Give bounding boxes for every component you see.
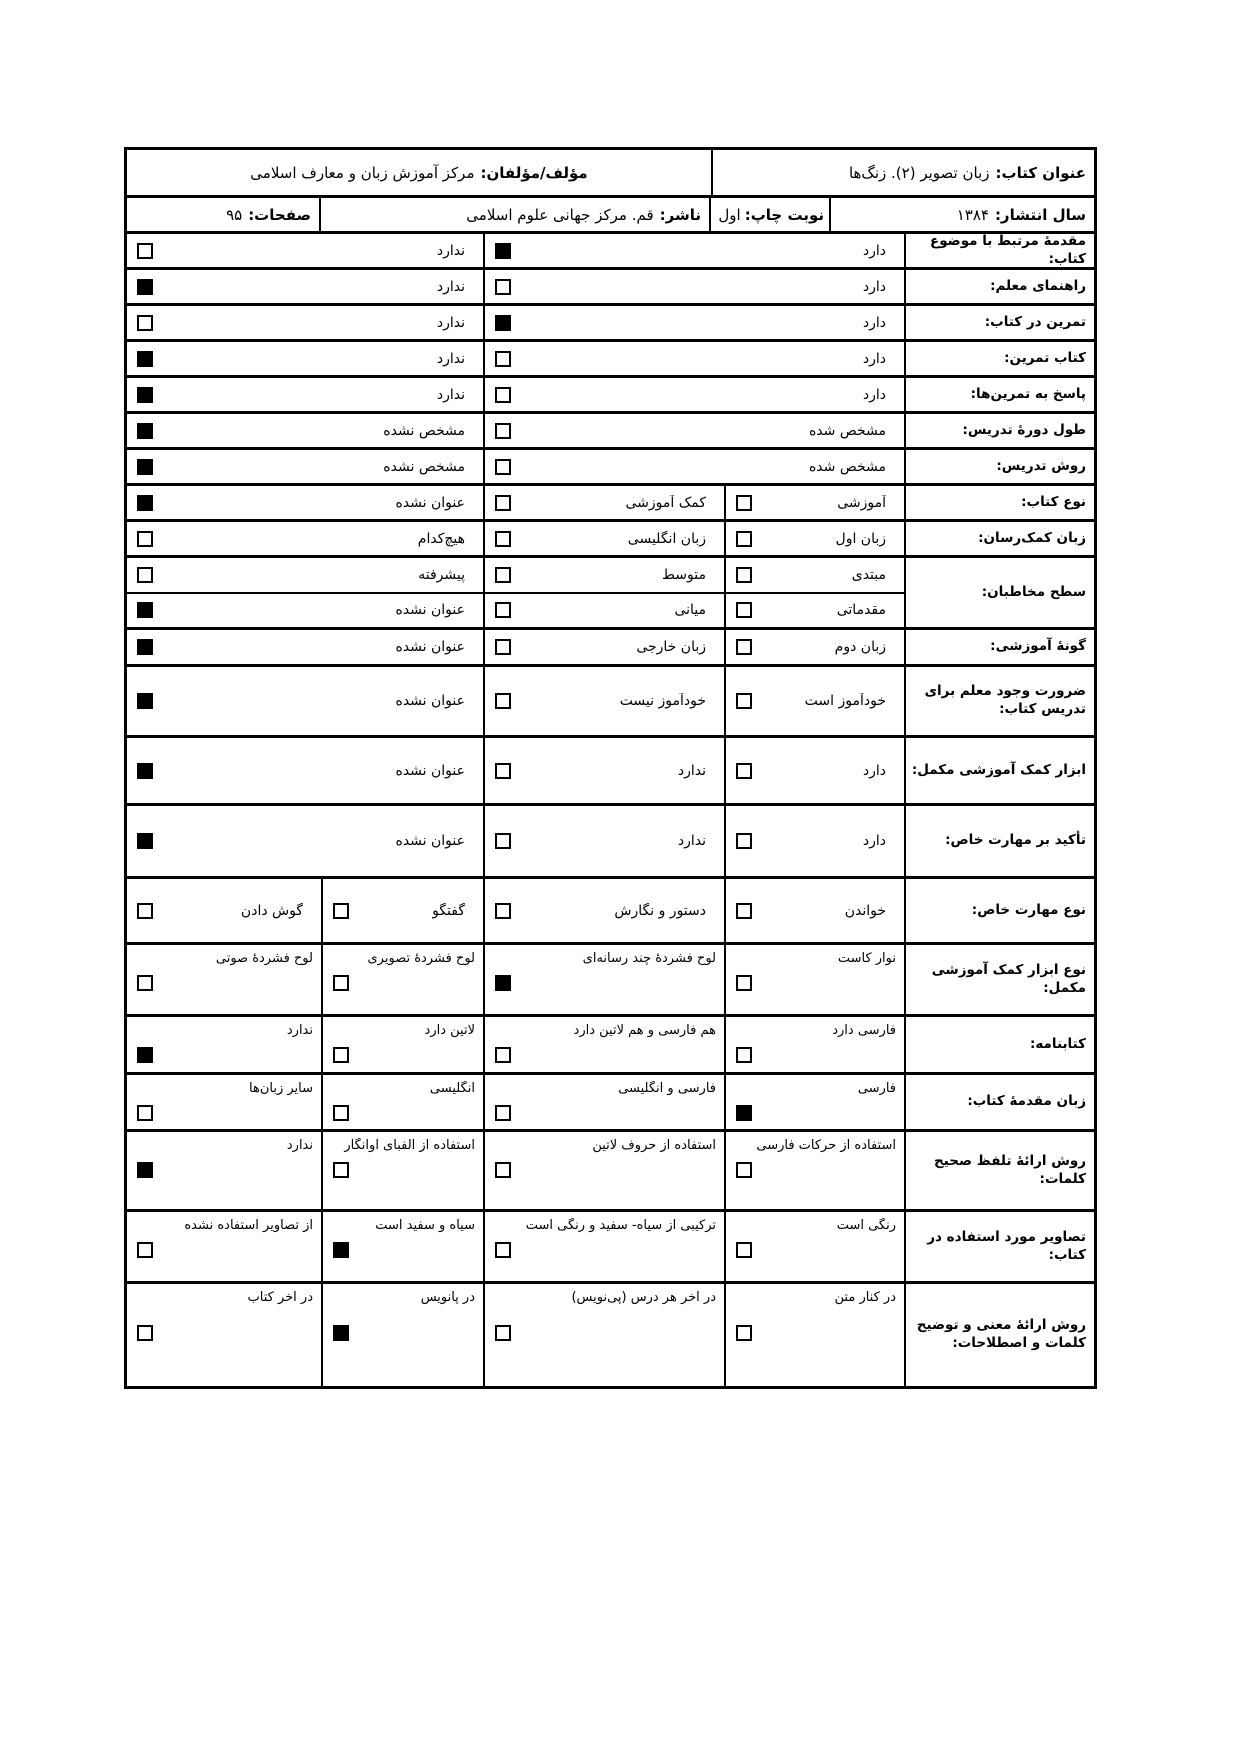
option-label-intro-language-3: سایر زبان‌ها: [249, 1081, 313, 1096]
book-author-value: مرکز آموزش زبان و معارف اسلامی: [250, 163, 475, 182]
option-label-book-type-2: عنوان نشده: [395, 494, 465, 511]
pages-label: صفحات:: [248, 205, 311, 224]
row-label-exercise-answers: پاسخ به تمرین‌ها:: [904, 378, 1094, 411]
option-exercises-in-book-1: [127, 306, 483, 339]
checkbox-teacher-necessity-2[interactable]: [137, 693, 153, 709]
option-label-exercises-in-book-0: دارد: [862, 314, 886, 331]
option-exercise-answers-1: [127, 378, 483, 411]
option-label-aid-tool-type-1: لوح فشردۀ چند رسانه‌ای: [582, 951, 716, 966]
option-teaching-method-0: [483, 450, 904, 483]
option-educational-variety-2: [127, 630, 483, 664]
option-aid-tool-type-2: [321, 945, 483, 1014]
option-label-images-used-1: ترکیبی از سیاه- سفید و رنگی است: [525, 1218, 716, 1233]
option-label-educational-variety-0: زبان دوم: [834, 639, 886, 655]
row-title-author: [127, 150, 1094, 195]
option-label-teaching-method-0: مشخص شده: [808, 458, 886, 475]
checkbox-educational-variety-0[interactable]: [736, 639, 752, 655]
option-label-audience-level-0-2: پیشرفته: [418, 566, 465, 583]
option-audience-level-0-1: [483, 558, 724, 592]
option-label-audience-level-1-2: عنوان نشده: [395, 602, 465, 619]
table-body: [127, 231, 1094, 1386]
option-label-course-duration-0: مشخص شده: [808, 422, 886, 439]
checkbox-special-skill-type-0[interactable]: [736, 903, 752, 919]
checkbox-bibliography-0[interactable]: [736, 1047, 752, 1063]
option-label-intro-related-0: دارد: [862, 242, 886, 259]
option-teacher-guide-0: [483, 270, 904, 303]
option-images-used-2: [321, 1212, 483, 1281]
option-helper-language-2: [127, 522, 483, 555]
option-label-teacher-guide-1: ندارد: [436, 278, 465, 295]
form-table: [124, 147, 1097, 1389]
option-label-aid-tool-type-3: لوح فشردۀ صوتی: [215, 951, 313, 966]
book-title-cell: [711, 150, 1094, 195]
option-images-used-3: [127, 1212, 321, 1281]
option-pronunciation-method-1: [483, 1132, 724, 1209]
checkbox-skill-emphasis-0[interactable]: [736, 833, 752, 849]
row-label-supplementary-aid: ابزار کمک آموزشی مکمل:: [904, 738, 1094, 803]
option-audience-level-1-0: [724, 594, 904, 628]
row-intro-related: [127, 231, 1094, 267]
row-special-skill-type: [127, 876, 1094, 942]
option-label-supplementary-aid-2: عنوان نشده: [395, 762, 465, 779]
option-label-exercise-answers-0: دارد: [862, 386, 886, 403]
option-label-images-used-3: از تصاویر استفاده نشده: [184, 1218, 313, 1233]
book-title-label: عنوان کتاب:: [995, 163, 1086, 182]
checkbox-images-used-3[interactable]: [137, 1242, 153, 1258]
checkbox-teacher-guide-0[interactable]: [495, 279, 511, 295]
option-label-intro-language-2: انگلیسی: [429, 1081, 475, 1096]
option-label-bibliography-3: ندارد: [286, 1023, 313, 1038]
row-label-aid-tool-type: نوع ابزار کمک آموزشی مکمل:: [904, 945, 1094, 1014]
publish-year-label: سال انتشار:: [994, 205, 1086, 224]
option-label-aid-tool-type-2: لوح فشردۀ تصویری: [367, 951, 475, 966]
option-supplementary-aid-1: [483, 738, 724, 803]
checkbox-special-skill-type-3[interactable]: [137, 903, 153, 919]
option-label-pronunciation-method-1: استفاده از حروف لاتین: [592, 1138, 716, 1153]
pages-value: ۹۵: [226, 205, 243, 224]
option-special-skill-type-0: [724, 879, 904, 942]
option-label-teacher-guide-0: دارد: [862, 278, 886, 295]
option-meaning-method-3: [127, 1284, 321, 1386]
publisher-cell: [319, 198, 709, 231]
option-label-teacher-necessity-0: خودآموز است: [804, 693, 886, 709]
option-images-used-0: [724, 1212, 904, 1281]
checkbox-educational-variety-2[interactable]: [137, 639, 153, 655]
option-pronunciation-method-3: [127, 1132, 321, 1209]
option-aid-tool-type-3: [127, 945, 321, 1014]
row-exercise-answers: [127, 375, 1094, 411]
row-label-helper-language: زبان کمک‌رسان:: [904, 522, 1094, 555]
option-special-skill-type-2: [321, 879, 483, 942]
row-skill-emphasis: [127, 803, 1094, 876]
row-label-book-type: نوع کتاب:: [904, 486, 1094, 519]
option-label-audience-level-0-0: مبتدی: [851, 566, 886, 583]
publisher-label: ناشر:: [659, 205, 701, 224]
row-label-images-used: تصاویر مورد استفاده در کتاب:: [904, 1212, 1094, 1281]
book-author-label: مؤلف/مؤلفان:: [480, 163, 588, 182]
option-exercise-book-1: [127, 342, 483, 375]
option-label-pronunciation-method-2: استفاده از الفبای آوانگار: [344, 1138, 475, 1153]
row-images-used: [127, 1209, 1094, 1281]
option-label-teacher-necessity-2: عنوان نشده: [395, 693, 465, 709]
checkbox-book-type-0[interactable]: [736, 495, 752, 511]
row-label-intro-language: زبان مقدمۀ کتاب:: [904, 1075, 1094, 1129]
checkbox-intro-language-3[interactable]: [137, 1105, 153, 1121]
options-audience-level-line-0: [127, 558, 904, 592]
checkbox-helper-language-1[interactable]: [495, 531, 511, 547]
checkbox-aid-tool-type-1[interactable]: [495, 975, 511, 991]
checkbox-bibliography-2[interactable]: [333, 1047, 349, 1063]
option-teacher-necessity-2: [127, 667, 483, 735]
row-label-teaching-method: روش تدریس:: [904, 450, 1094, 483]
option-label-teaching-method-1: مشخص نشده: [383, 458, 465, 475]
checkbox-teacher-guide-1[interactable]: [137, 279, 153, 295]
row-educational-variety: [127, 627, 1094, 664]
row-publication-info: [127, 195, 1094, 231]
option-audience-level-0-0: [724, 558, 904, 592]
option-bibliography-3: [127, 1017, 321, 1072]
row-exercise-book: [127, 339, 1094, 375]
option-label-course-duration-1: مشخص نشده: [383, 422, 465, 439]
checkbox-intro-language-1[interactable]: [495, 1105, 511, 1121]
option-label-special-skill-type-2: گفتگو: [432, 902, 465, 919]
option-skill-emphasis-1: [483, 806, 724, 876]
checkbox-teaching-method-1[interactable]: [137, 459, 153, 475]
checkbox-audience-level-0-2[interactable]: [137, 567, 153, 583]
option-label-bibliography-0: فارسی دارد: [832, 1023, 896, 1038]
option-label-exercise-book-0: دارد: [862, 350, 886, 367]
option-label-special-skill-type-1: دستور و نگارش: [614, 902, 706, 919]
option-label-audience-level-0-1: متوسط: [662, 566, 706, 583]
option-special-skill-type-1: [483, 879, 724, 942]
option-label-intro-language-0: فارسی: [857, 1081, 896, 1096]
option-audience-level-1-1: [483, 594, 724, 628]
checkbox-intro-related-0[interactable]: [495, 243, 511, 259]
option-intro-language-2: [321, 1075, 483, 1129]
checkbox-intro-language-0[interactable]: [736, 1105, 752, 1121]
checkbox-audience-level-1-2[interactable]: [137, 602, 153, 618]
pages-cell: [127, 198, 319, 231]
checkbox-teaching-method-0[interactable]: [495, 459, 511, 475]
option-label-pronunciation-method-0: استفاده از حرکات فارسی: [756, 1138, 896, 1153]
checkbox-exercise-book-0[interactable]: [495, 351, 511, 367]
row-label-course-duration: طول دورۀ تدریس:: [904, 414, 1094, 447]
row-label-exercises-in-book: تمرین در کتاب:: [904, 306, 1094, 339]
row-intro-language: [127, 1072, 1094, 1129]
option-supplementary-aid-0: [724, 738, 904, 803]
option-intro-language-0: [724, 1075, 904, 1129]
option-label-supplementary-aid-0: دارد: [862, 762, 886, 779]
checkbox-pronunciation-method-3[interactable]: [137, 1162, 153, 1178]
checkbox-aid-tool-type-3[interactable]: [137, 975, 153, 991]
checkbox-images-used-1[interactable]: [495, 1242, 511, 1258]
option-helper-language-1: [483, 522, 724, 555]
option-pronunciation-method-2: [321, 1132, 483, 1209]
option-intro-related-1: [127, 234, 483, 267]
checkbox-teacher-necessity-0[interactable]: [736, 693, 752, 709]
checkbox-audience-level-1-1[interactable]: [495, 602, 511, 618]
checkbox-pronunciation-method-1[interactable]: [495, 1162, 511, 1178]
row-label-bibliography: کتابنامه:: [904, 1017, 1094, 1072]
checkbox-exercise-book-1[interactable]: [137, 351, 153, 367]
checkbox-audience-level-0-1[interactable]: [495, 567, 511, 583]
option-label-educational-variety-1: زبان خارجی: [636, 639, 706, 655]
option-label-meaning-method-2: در پانویس: [420, 1290, 475, 1305]
option-book-type-0: [724, 486, 904, 519]
checkbox-educational-variety-1[interactable]: [495, 639, 511, 655]
option-supplementary-aid-2: [127, 738, 483, 803]
checkbox-supplementary-aid-2[interactable]: [137, 763, 153, 779]
option-book-type-1: [483, 486, 724, 519]
option-bibliography-0: [724, 1017, 904, 1072]
option-label-audience-level-1-0: مقدماتی: [836, 602, 886, 619]
option-exercises-in-book-0: [483, 306, 904, 339]
checkbox-aid-tool-type-2[interactable]: [333, 975, 349, 991]
checkbox-exercises-in-book-0[interactable]: [495, 315, 511, 331]
option-label-exercises-in-book-1: ندارد: [436, 314, 465, 331]
publish-year-value: ۱۳۸۴: [956, 205, 989, 224]
option-label-helper-language-0: زبان اول: [835, 530, 886, 547]
option-meaning-method-2: [321, 1284, 483, 1386]
option-label-special-skill-type-0: خواندن: [844, 902, 886, 919]
option-aid-tool-type-1: [483, 945, 724, 1014]
option-meaning-method-0: [724, 1284, 904, 1386]
checkbox-audience-level-1-0[interactable]: [736, 602, 752, 618]
option-label-skill-emphasis-0: دارد: [862, 833, 886, 849]
checkbox-skill-emphasis-2[interactable]: [137, 833, 153, 849]
option-educational-variety-1: [483, 630, 724, 664]
option-teaching-method-1: [127, 450, 483, 483]
option-label-pronunciation-method-3: ندارد: [286, 1138, 313, 1153]
checkbox-pronunciation-method-0[interactable]: [736, 1162, 752, 1178]
option-skill-emphasis-0: [724, 806, 904, 876]
option-label-images-used-0: رنگی است: [836, 1218, 896, 1233]
option-bibliography-2: [321, 1017, 483, 1072]
book-author-cell: [127, 150, 711, 195]
option-label-exercise-answers-1: ندارد: [436, 386, 465, 403]
options-audience-level: [127, 558, 904, 627]
row-teaching-method: [127, 447, 1094, 483]
checkbox-aid-tool-type-0[interactable]: [736, 975, 752, 991]
option-label-aid-tool-type-0: نوار کاست: [837, 951, 896, 966]
checkbox-meaning-method-1[interactable]: [495, 1325, 511, 1341]
row-aid-tool-type: [127, 942, 1094, 1014]
row-audience-level: [127, 555, 1094, 627]
checkbox-helper-language-0[interactable]: [736, 531, 752, 547]
row-meaning-method: [127, 1281, 1094, 1386]
checkbox-skill-emphasis-1[interactable]: [495, 833, 511, 849]
checkbox-special-skill-type-1[interactable]: [495, 903, 511, 919]
checkbox-special-skill-type-2[interactable]: [333, 903, 349, 919]
option-label-meaning-method-0: در کنار متن: [834, 1290, 896, 1305]
option-label-images-used-2: سیاه و سفید است: [375, 1218, 475, 1233]
option-label-helper-language-2: هیچ‌کدام: [417, 530, 465, 547]
checkbox-course-duration-0[interactable]: [495, 423, 511, 439]
row-pronunciation-method: [127, 1129, 1094, 1209]
option-label-intro-related-1: ندارد: [436, 242, 465, 259]
option-teacher-necessity-0: [724, 667, 904, 735]
option-label-book-type-0: آموزشی: [837, 494, 886, 511]
option-book-type-2: [127, 486, 483, 519]
checkbox-meaning-method-0[interactable]: [736, 1325, 752, 1341]
checkbox-meaning-method-2[interactable]: [333, 1325, 349, 1341]
option-exercise-book-0: [483, 342, 904, 375]
checkbox-book-type-2[interactable]: [137, 495, 153, 511]
option-audience-level-0-2: [127, 558, 483, 592]
option-aid-tool-type-0: [724, 945, 904, 1014]
option-skill-emphasis-2: [127, 806, 483, 876]
checkbox-audience-level-0-0[interactable]: [736, 567, 752, 583]
row-teacher-guide: [127, 267, 1094, 303]
publisher-value: قم. مرکز جهانی علوم اسلامی: [466, 205, 654, 224]
row-exercises-in-book: [127, 303, 1094, 339]
option-images-used-1: [483, 1212, 724, 1281]
checkbox-intro-related-1[interactable]: [137, 243, 153, 259]
checkbox-intro-language-2[interactable]: [333, 1105, 349, 1121]
checkbox-bibliography-1[interactable]: [495, 1047, 511, 1063]
checkbox-helper-language-2[interactable]: [137, 531, 153, 547]
row-book-type: [127, 483, 1094, 519]
option-course-duration-0: [483, 414, 904, 447]
row-supplementary-aid: [127, 735, 1094, 803]
checkbox-exercise-answers-0[interactable]: [495, 387, 511, 403]
checkbox-course-duration-1[interactable]: [137, 423, 153, 439]
checkbox-bibliography-3[interactable]: [137, 1047, 153, 1063]
option-intro-language-3: [127, 1075, 321, 1129]
option-intro-related-0: [483, 234, 904, 267]
option-label-teacher-necessity-1: خودآموز نیست: [619, 693, 706, 709]
option-educational-variety-0: [724, 630, 904, 664]
option-course-duration-1: [127, 414, 483, 447]
option-label-supplementary-aid-1: ندارد: [677, 762, 706, 779]
option-label-helper-language-1: زبان انگلیسی: [627, 530, 706, 547]
option-intro-language-1: [483, 1075, 724, 1129]
option-audience-level-1-2: [127, 594, 483, 628]
checkbox-images-used-0[interactable]: [736, 1242, 752, 1258]
option-teacher-necessity-1: [483, 667, 724, 735]
checkbox-supplementary-aid-0[interactable]: [736, 763, 752, 779]
row-teacher-necessity: [127, 664, 1094, 735]
option-label-special-skill-type-3: گوش دادن: [240, 902, 303, 919]
row-bibliography: [127, 1014, 1094, 1072]
option-label-meaning-method-1: در آخر هر درس (پی‌نویس): [571, 1290, 716, 1305]
option-label-intro-language-1: فارسی و انگلیسی: [618, 1081, 716, 1096]
checkbox-pronunciation-method-2[interactable]: [333, 1162, 349, 1178]
row-label-teacher-necessity: ضرورت وجود معلم برای تدریس کتاب:: [904, 667, 1094, 735]
edition-label: نوبت چاپ:: [744, 205, 824, 224]
checkbox-book-type-1[interactable]: [495, 495, 511, 511]
option-label-skill-emphasis-1: ندارد: [677, 833, 706, 849]
option-bibliography-1: [483, 1017, 724, 1072]
option-label-skill-emphasis-2: عنوان نشده: [395, 833, 465, 849]
checkbox-exercises-in-book-1[interactable]: [137, 315, 153, 331]
row-course-duration: [127, 411, 1094, 447]
option-label-educational-variety-2: عنوان نشده: [395, 639, 465, 655]
option-teacher-guide-1: [127, 270, 483, 303]
option-exercise-answers-0: [483, 378, 904, 411]
checkbox-exercise-answers-1[interactable]: [137, 387, 153, 403]
option-label-bibliography-2: لاتین دارد: [424, 1023, 475, 1038]
checkbox-supplementary-aid-1[interactable]: [495, 763, 511, 779]
row-label-exercise-book: کتاب تمرین:: [904, 342, 1094, 375]
row-label-meaning-method: روش ارائۀ معنی و توضیح کلمات و اصطلاحات:: [904, 1284, 1094, 1386]
edition-value: اول: [718, 205, 741, 224]
option-meaning-method-1: [483, 1284, 724, 1386]
row-label-skill-emphasis: تأکید بر مهارت خاص:: [904, 806, 1094, 876]
checkbox-teacher-necessity-1[interactable]: [495, 693, 511, 709]
publish-year-cell: [829, 198, 1094, 231]
row-label-special-skill-type: نوع مهارت خاص:: [904, 879, 1094, 942]
options-audience-level-line-1: [127, 592, 904, 628]
option-label-meaning-method-3: در آخر کتاب: [247, 1290, 313, 1305]
option-label-book-type-1: کمک آموزشی: [625, 494, 706, 511]
edition-cell: [709, 198, 829, 231]
row-label-audience-level: سطح مخاطبان:: [904, 558, 1094, 627]
row-helper-language: [127, 519, 1094, 555]
row-label-pronunciation-method: روش ارائۀ تلفظ صحیح کلمات:: [904, 1132, 1094, 1209]
option-label-exercise-book-1: ندارد: [436, 350, 465, 367]
row-label-educational-variety: گونۀ آموزشی:: [904, 630, 1094, 664]
option-helper-language-0: [724, 522, 904, 555]
option-label-audience-level-1-1: میانی: [674, 602, 706, 619]
option-pronunciation-method-0: [724, 1132, 904, 1209]
row-label-intro-related: مقدمۀ مرتبط با موضوع کتاب:: [904, 234, 1094, 267]
option-label-bibliography-1: هم فارسی و هم لاتین دارد: [573, 1023, 716, 1038]
option-special-skill-type-3: [127, 879, 321, 942]
checkbox-meaning-method-3[interactable]: [137, 1325, 153, 1341]
row-label-teacher-guide: راهنمای معلم:: [904, 270, 1094, 303]
checkbox-images-used-2[interactable]: [333, 1242, 349, 1258]
book-title-value: زبان تصویر (۲). زنگ‌ها: [848, 163, 990, 182]
